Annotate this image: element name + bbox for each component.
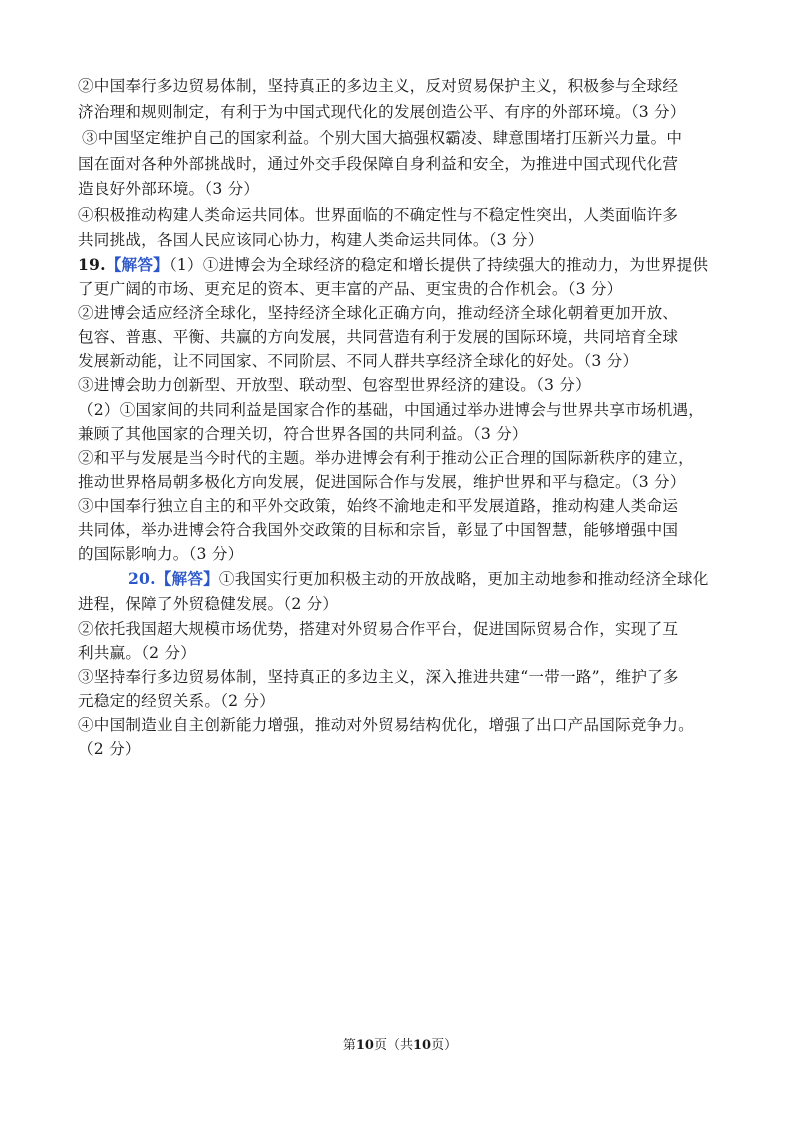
footer-mid: 页（共	[373, 1038, 413, 1053]
text-line: ②和平与发展是当今时代的主题。举办进博会有利于推动公正合理的国际新秩序的建立，	[78, 449, 694, 467]
footer-prefix: 第	[342, 1038, 356, 1053]
text-line: 兼顾了其他国家的合理关切，符合世界各国的共同利益。（3 分）	[78, 425, 528, 443]
answer-mark: 【解答】	[155, 569, 219, 588]
text-line: 元稳定的经贸关系。（2 分）	[78, 692, 276, 710]
text-line: ③中国坚定维护自己的国家利益。个别大国大搞强权霸凌、肆意围堵打压新兴力量。中	[82, 129, 683, 147]
text-line: 共同挑战，各国人民应该同心协力，构建人类命运共同体。（3 分）	[78, 231, 544, 249]
text-line: 济治理和规则制定，有利于为中国式现代化的发展创造公平、有序的外部环境。（3 分）	[78, 103, 686, 121]
text-line: 的国际影响力。（3 分）	[78, 545, 244, 563]
text-line: （2 分）	[78, 740, 141, 758]
text-line: 利共赢。（2 分）	[78, 644, 197, 662]
text-line: 包容、普惠、平衡、共赢的方向发展，共同营造有利于发展的国际环境，共同培育全球	[78, 328, 679, 346]
text-line: （2）①国家间的共同利益是国家合作的基础，中国通过举办进博会与世界共享市场机遇，	[78, 401, 705, 419]
question-20-first-line	[128, 567, 709, 591]
text-line: 共同体，举办进博会符合我国外交政策的目标和宗旨，彰显了中国智慧，能够增强中国	[78, 521, 679, 539]
text-line: 国在面对各种外部挑战时，通过外交手段保障自身利益和安全，为推进中国式现代化营	[78, 155, 679, 173]
text-line: ④积极推动构建人类命运共同体。世界面临的不确定性与不稳定性突出，人类面临许多	[78, 206, 679, 224]
text-line: ②进博会适应经济全球化，坚持经济全球化正确方向，推动经济全球化朝着更加开放、	[78, 304, 679, 322]
text-line: ③坚持奉行多边贸易体制，坚持真正的多边主义，深入推进共建“一带一路”，维护了多	[78, 668, 679, 686]
text-line: 造良好外部环境。（3 分）	[78, 180, 260, 198]
text-line: ①我国实行更加积极主动的开放战略，更加主动地参和推动经济全球化	[218, 570, 709, 588]
page-number: 10	[355, 1038, 374, 1053]
text-line: ②中国奉行多边贸易体制，坚持真正的多边主义，反对贸易保护主义，积极参与全球经	[78, 77, 679, 95]
question-19-first-line	[78, 253, 708, 277]
answer-mark: 【解答】	[105, 255, 169, 274]
page-footer	[0, 1036, 800, 1056]
footer-suffix: 页）	[431, 1038, 458, 1053]
text-line: （1）①进博会为全球经济的稳定和增长提供了持续强大的推动力，为世界提供	[168, 256, 709, 274]
text-line: ③进博会助力创新型、开放型、联动型、包容型世界经济的建设。（3 分）	[78, 376, 591, 394]
question-number: 19.	[78, 255, 106, 274]
text-line: 进程，保障了外贸稳健发展。（2 分）	[78, 595, 339, 613]
question-number: 20.	[128, 569, 156, 588]
text-line: 了更广阔的市场、更充足的资本、更丰富的产品、更宝贵的合作机会。（3 分）	[78, 280, 623, 298]
text-line: 发展新动能，让不同国家、不同阶层、不同人群共享经济全球化的好处。（3 分）	[78, 352, 639, 370]
text-line: ③中国奉行独立自主的和平外交政策，始终不渝地走和平发展道路，推动构建人类命运	[78, 497, 679, 515]
text-line: 推动世界格局朝多极化方向发展，促进国际合作与发展，维护世界和平与稳定。（3 分）	[78, 473, 686, 491]
text-line: ④中国制造业自主创新能力增强，推动对外贸易结构优化，增强了出口产品国际竞争力。	[78, 716, 694, 734]
text-line: ②依托我国超大规模市场优势，搭建对外贸易合作平台，促进国际贸易合作，实现了互	[78, 620, 679, 638]
total-pages: 10	[413, 1038, 432, 1053]
